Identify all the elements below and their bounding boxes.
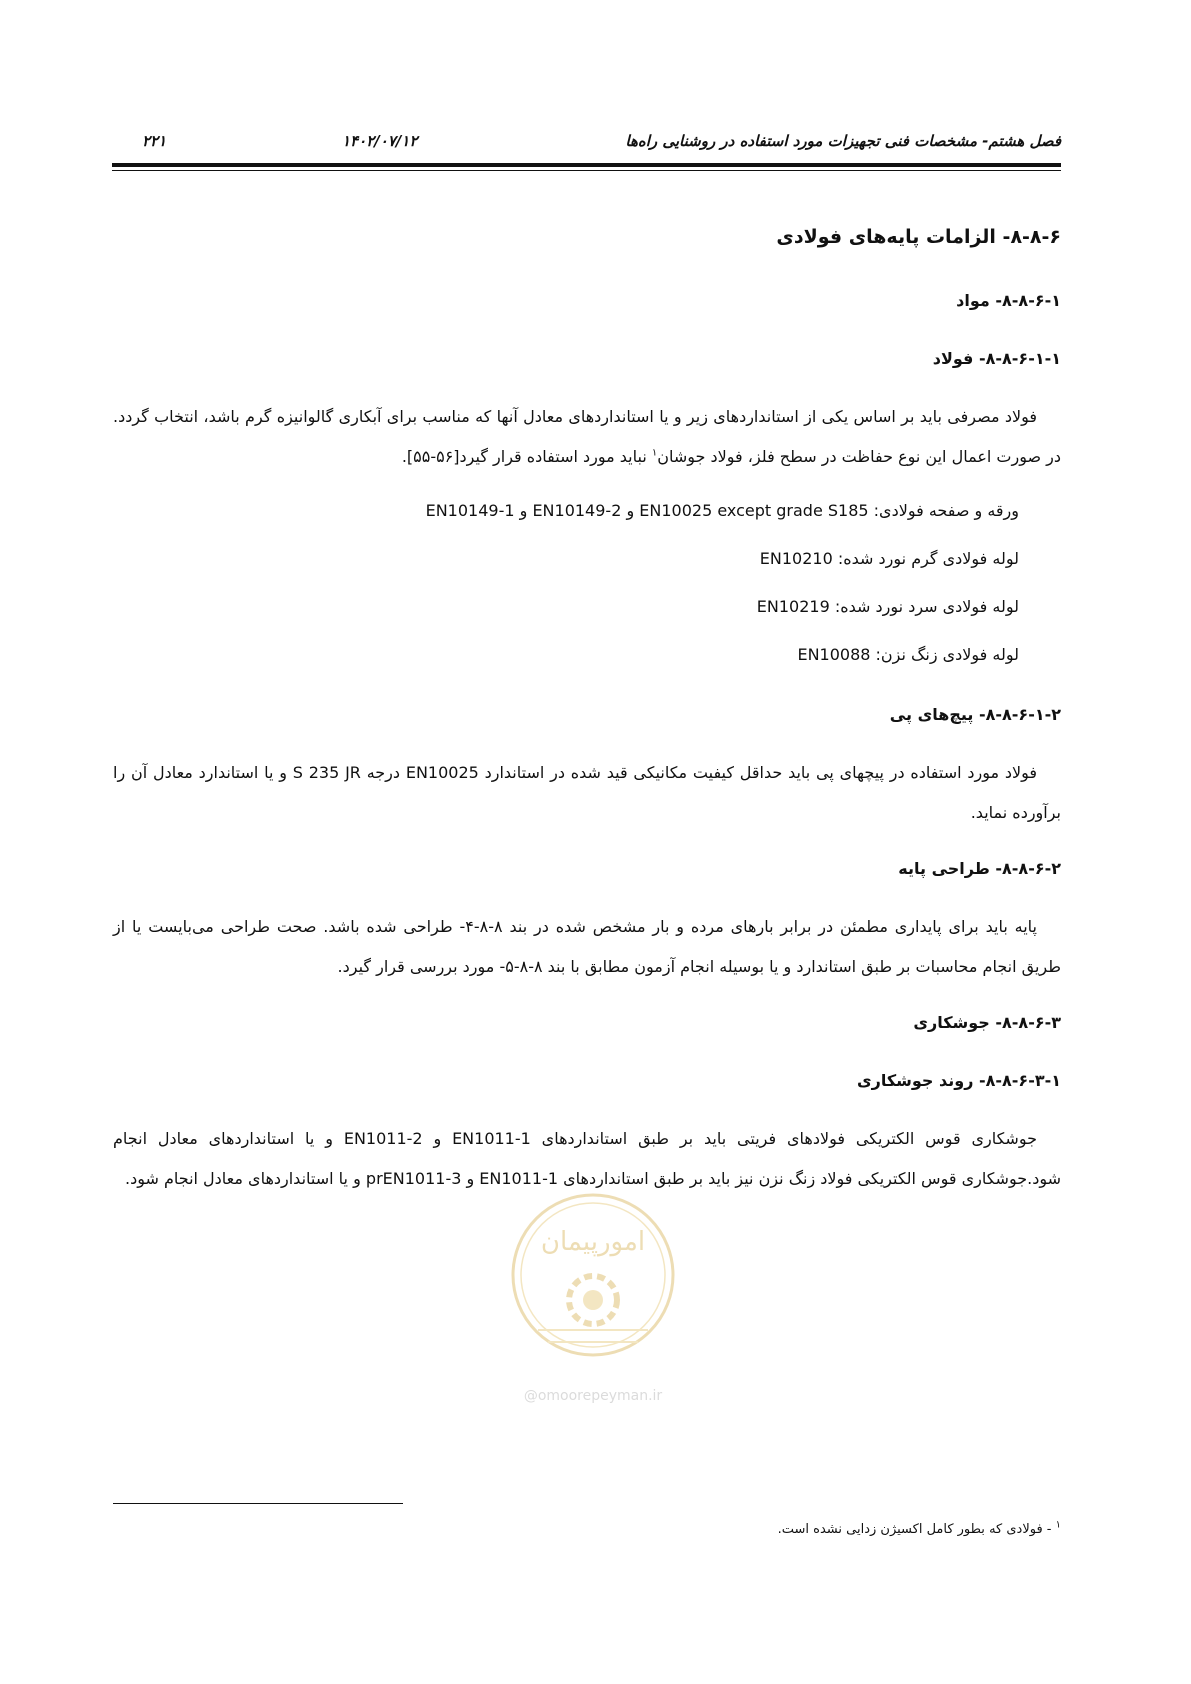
footnote-marker: ۱ [1055,1519,1061,1531]
chapter-title: فصل هشتم- مشخصات فنی تجهیزات مورد استفاده در روشنایی راه‌ها [625,132,1061,150]
footnote-reference: ۱ [651,447,658,459]
list-item: لوله فولادی گرم نورد شده: EN10210 [759,549,1019,568]
main-heading: ۸-۸-۶- الزامات پایه‌های فولادی [776,226,1061,248]
steel-paragraph-part1: فولاد مصرفی باید بر اساس یکی از استانداردهای زیر و یا استانداردهای معادل آنها که مناسب برای آبکاری گالوانیزه گرم باشد، انتخاب گردد. در صورت اعمال این نوع حفاظت در سطح فلز، فولاد جوشان [113,407,1061,466]
footnote-divider [113,1503,403,1504]
pole-design-heading: ۸-۸-۶-۲- طراحی پایه [898,859,1061,878]
steel-standards-list [113,487,1061,679]
anchor-bolts-heading: ۸-۸-۶-۱-۲- پیچ‌های پی [889,705,1061,724]
welding-process-heading: ۸-۸-۶-۳-۱- روند جوشکاری [856,1071,1061,1090]
header-rule-thin [112,170,1061,171]
page-number: ۲۲۱ [142,132,167,150]
anchor-bolts-paragraph: فولاد مورد استفاده در پیچهای پی باید حداقل کیفیت مکانیکی قید شده در استاندارد EN10025 درجه S 235 JR و یا استاندارد معادل آن را برآورده نماید. [113,763,1061,822]
list-item: لوله فولادی زنگ نزن: EN10088 [797,645,1019,664]
steel-paragraph-part2: نباید مورد استفاده قرار گیرد[۵۶-۵۵]. [401,447,652,466]
pole-design-paragraph: پایه باید برای پایداری مطمئن در برابر بارهای مرده و بار مشخص شده در بند ۸-۸-۴- طراحی شده باشد. صحت طراحی می‌بایست یا از طریق انجام محاسبات بر طبق استاندارد و یا بوسیله انجام آزمون مطابق با بند ۸-۸-۵- مورد بررسی قرار گیرد. [113,917,1061,976]
steel-paragraph [113,397,1061,477]
steel-heading: ۸-۸-۶-۱-۱- فولاد [932,349,1061,368]
materials-heading: ۸-۸-۶-۱- مواد [956,291,1061,310]
list-item: ورقه و صفحه فولادی: EN10025 except grade S185 و EN10149-2 و EN10149-1 [425,501,1019,520]
header-date: ۱۴۰۲/۰۷/۱۲ [342,132,418,150]
footnote-text: - فولادی که بطور کامل اکسیژن زدایی نشده است. [777,1522,1056,1537]
list-item: لوله فولادی سرد نورد شده: EN10219 [756,597,1019,616]
watermark-url: @omoorepeyman.ir [523,1388,663,1404]
page-header [112,124,1061,160]
footnote [777,1519,1061,1537]
watermark-logo [493,1180,693,1410]
page-content [113,205,1061,1209]
header-rule-thick [112,163,1061,167]
welding-heading: ۸-۸-۶-۳- جوشکاری [913,1013,1061,1032]
welding-paragraph: جوشکاری قوس الکتریکی فولادهای فریتی باید بر طبق استانداردهای EN1011-1 و EN1011-2 و یا استانداردهای معادل انجام شود.جوشکاری قوس الکتریکی فولاد زنگ نزن نیز باید بر طبق استانداردهای EN1011-1 و prEN1011-3 و یا استانداردهای معادل انجام شود. [113,1129,1061,1188]
watermark-logo-text: امورپیمان [540,1227,646,1257]
